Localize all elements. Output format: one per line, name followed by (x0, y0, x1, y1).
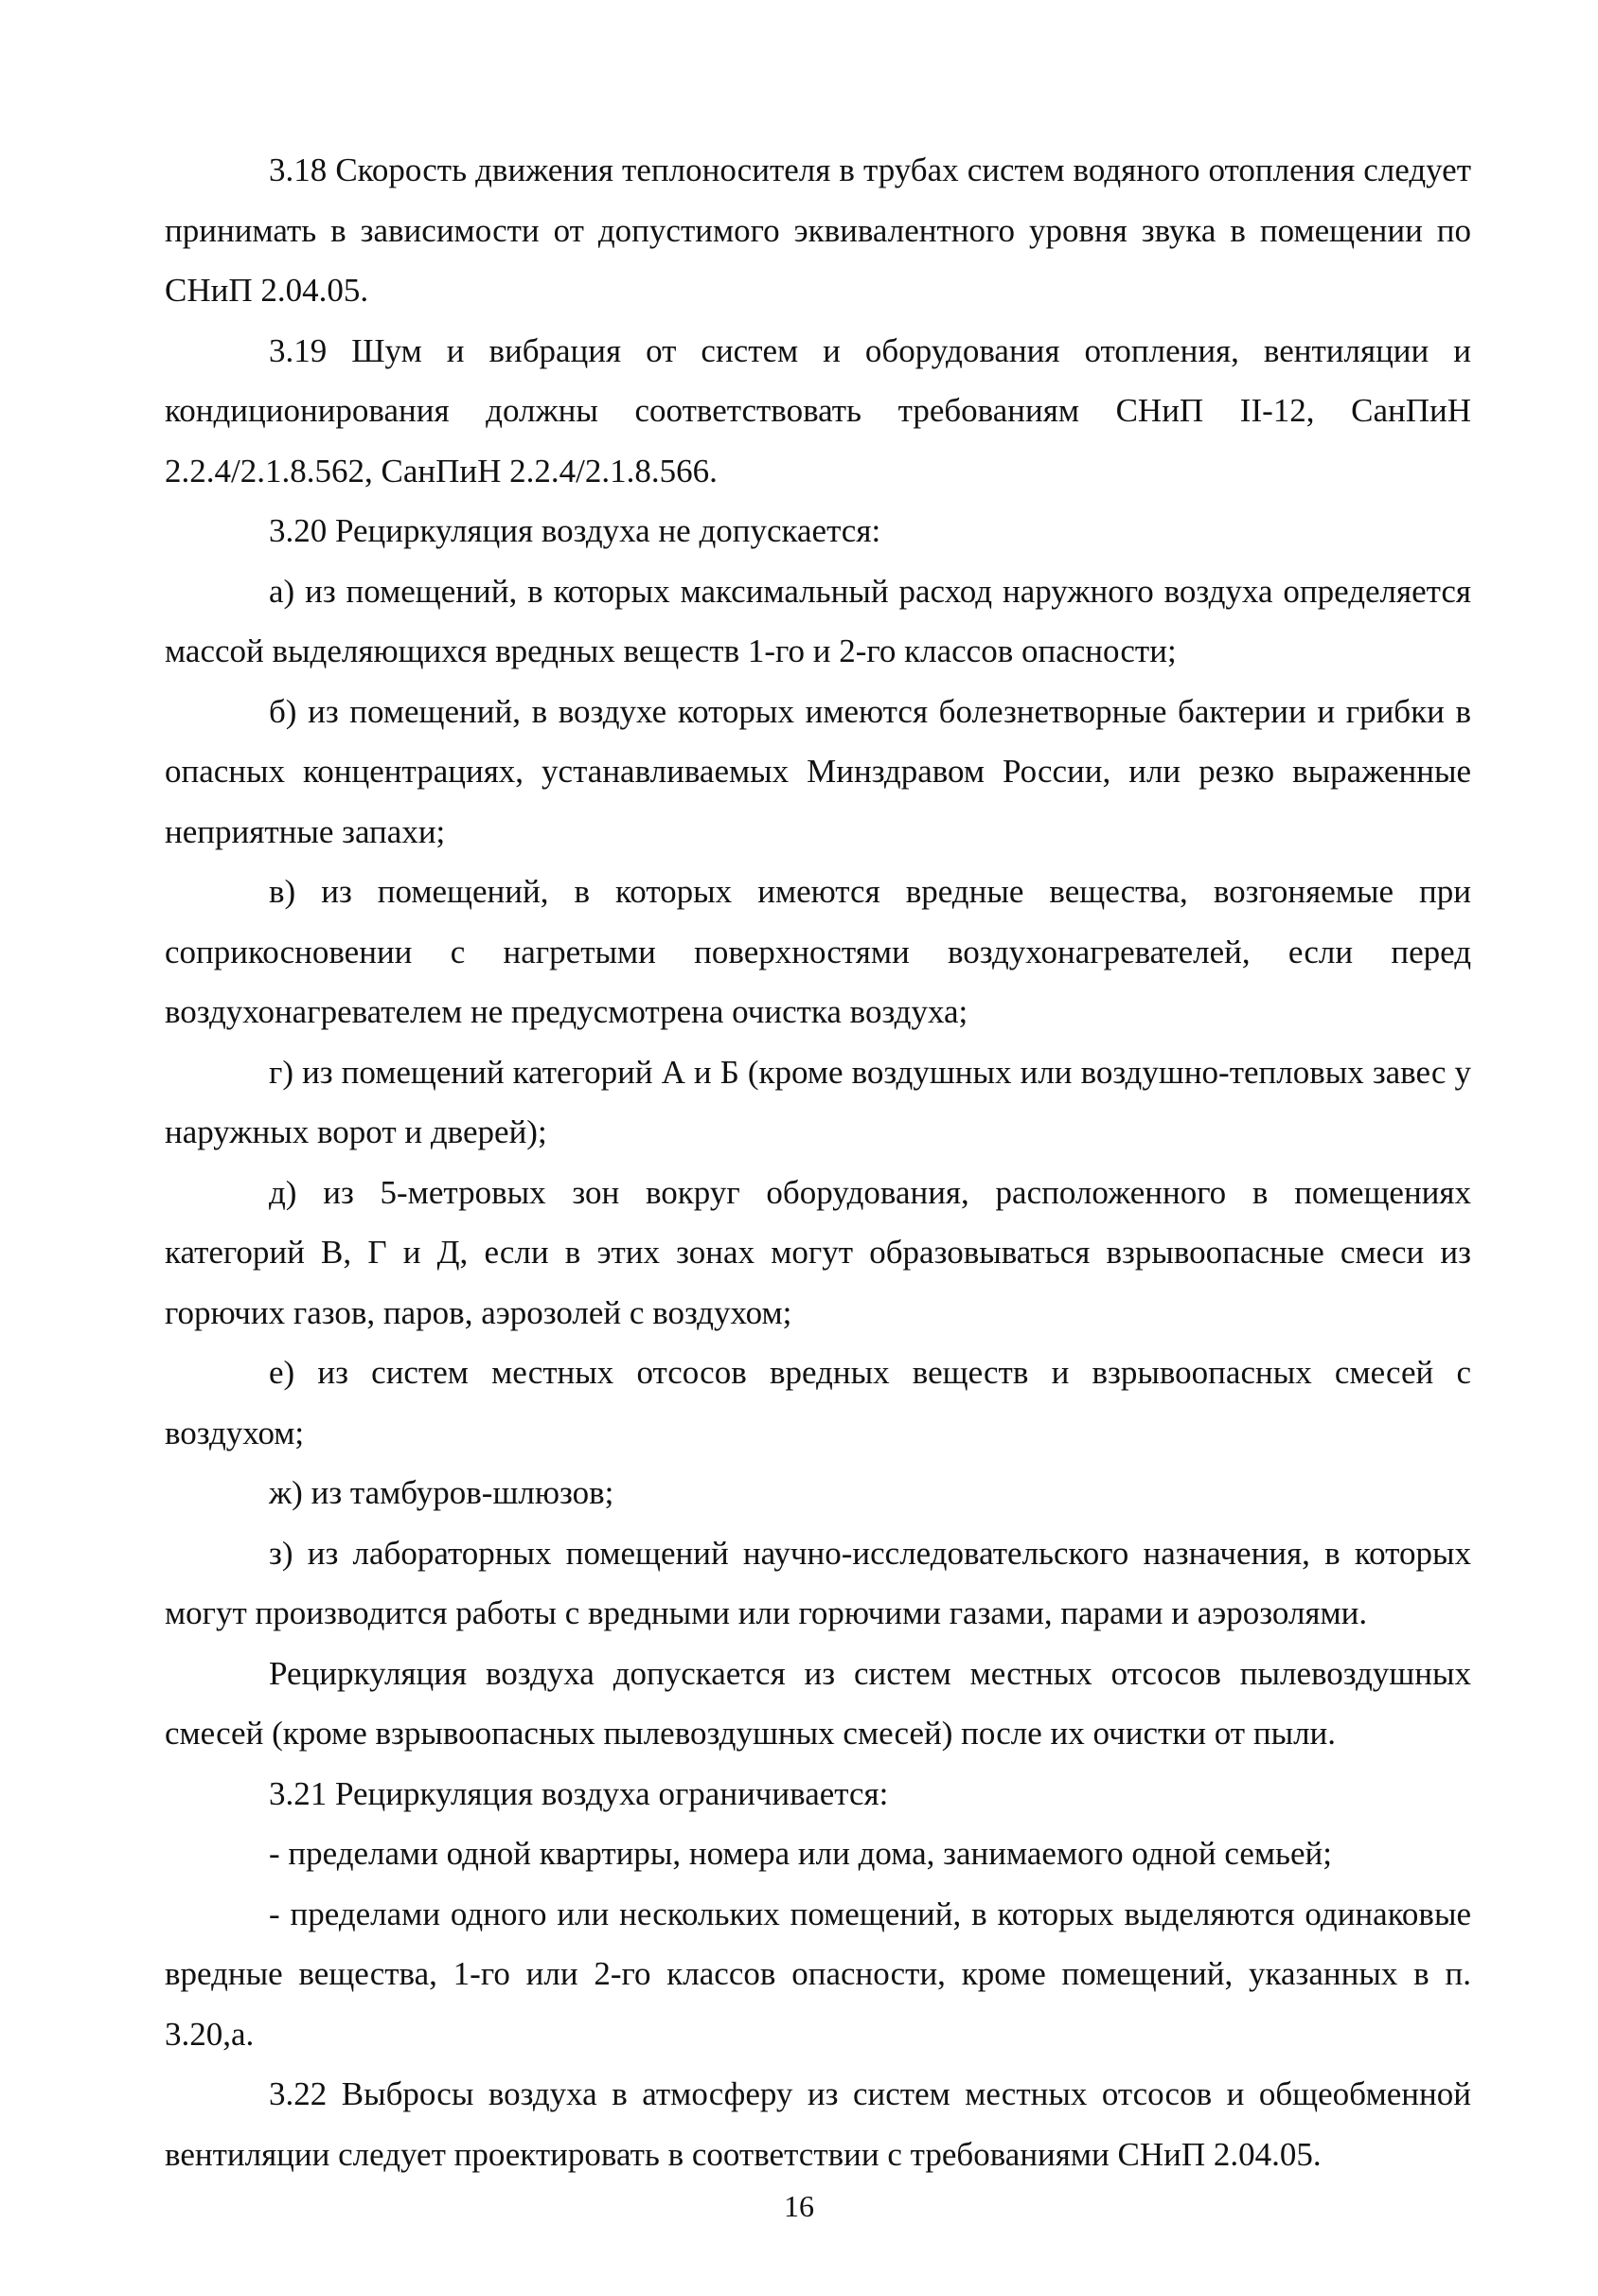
list-item-zh: ж) из тамбуров-шлюзов; (269, 1474, 614, 1511)
paragraph-3-22: 3.22 Выбросы воздуха в атмосферу из систем местных отсосов и общеобменной вентиляции следует проектировать в соответствии с требованиями СНиП 2.04.05. (165, 2075, 1471, 2173)
body-text (165, 140, 1471, 2184)
list-item-g: г) из помещений категорий А и Б (кроме воздушных или воздушно-тепловых завес у наружных ворот и дверей); (165, 1053, 1471, 1150)
list-item-d: д) из 5-метровых зон вокруг оборудования, расположенного в помещениях категорий В, Г и Д, если в этих зонах могут образовываться взрывоопасные смеси из горючих газов, паров, аэрозолей с воздухом; (165, 1173, 1471, 1331)
list-item-e: е) из систем местных отсосов вредных веществ и взрывоопасных смесей с воздухом; (165, 1354, 1471, 1451)
list-item-a: а) из помещений, в которых максимальный расход наружного воздуха определяется массой выделяющихся вредных веществ 1-го и 2-го классов опасности; (165, 572, 1471, 669)
list-item-dash-2: - пределами одного или нескольких помещений, в которых выделяются одинаковые вредные вещества, 1-го или 2-го классов опасности, кроме помещений, указанных в п. 3.20,а. (165, 1895, 1471, 2053)
paragraph-3-21: 3.21 Рециркуляция воздуха ограничивается: (269, 1774, 889, 1812)
paragraph-3-20: 3.20 Рециркуляция воздуха не допускается: (269, 512, 881, 549)
list-item-b: б) из помещений, в воздухе которых имеются болезнетворные бактерии и грибки в опасных концентрациях, устанавливаемых Минздравом России, или резко выраженные неприятные запахи; (165, 692, 1471, 850)
paragraph-3-18: 3.18 Скорость движения теплоносителя в трубах систем водяного отопления следует принимать в зависимости от допустимого эквивалентного уровня звука в помещении по СНиП 2.04.05. (165, 151, 1471, 309)
paragraph-recirculation-allowed: Рециркуляция воздуха допускается из систем местных отсосов пылевоздушных смесей (кроме взрывоопасных пылевоздушных смесей) после их очистки от пыли. (165, 1654, 1471, 1752)
list-item-z: з) из лабораторных помещений научно-исследовательского назначения, в которых могут производится работы с вредными или горючими газами, парами и аэрозолями. (165, 1534, 1471, 1631)
paragraph-3-19: 3.19 Шум и вибрация от систем и оборудования отопления, вентиляции и кондиционирования должны соответствовать требованиям СНиП II-12, СанПиН 2.2.4/2.1.8.562, СанПиН 2.2.4/2.1.8.566. (165, 331, 1471, 489)
list-item-dash-1: - пределами одной квартиры, номера или дома, занимаемого одной семьей; (269, 1835, 1332, 1872)
page-number: 16 (784, 2189, 814, 2223)
list-item-v: в) из помещений, в которых имеются вредные вещества, возгоняемые при соприкосновении с нагретыми поверхностями воздухонагревателей, если перед воздухонагревателем не предусмотрена очистка воздуха; (165, 873, 1471, 1030)
